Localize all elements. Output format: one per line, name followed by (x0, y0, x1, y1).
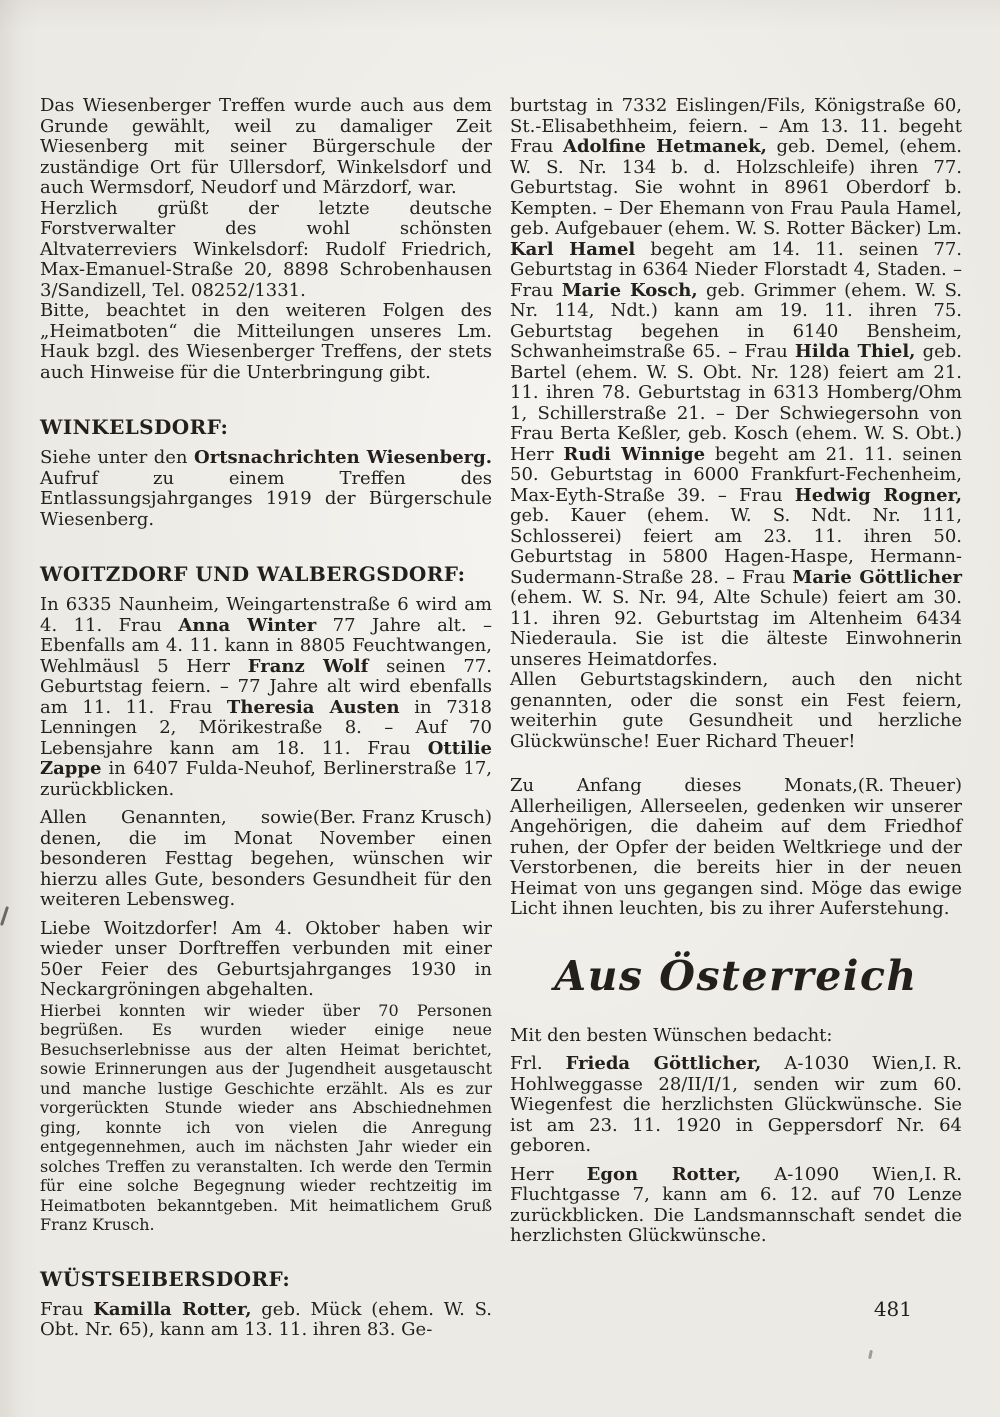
winkelsdorf-heading: WINKELSDORF: (40, 415, 229, 439)
text-run: geb. Kauer (ehem. W. S. Ndt. Nr. 111, Schlosserei) feiert am 23. 11. ihren 50. Geburtstag in 5800 Hagen-Haspe, Hermann-Sudermann-Straße 28. – Frau (510, 505, 962, 588)
text-run: A-1090 Wien, Fluchtgasse 7, kann am 6. 12. auf 70 Lenze zurückblicken. Die Landsmannschaft sendet die herzlichsten Glückwünsche. (510, 1163, 962, 1246)
text-run: Frau (40, 1298, 94, 1320)
text-run: Hierbei konnten wir wieder über 70 Personen begrüßen. Es wurden wieder einige neue Besuchserlebnisse aus der alten Heimat berichtet, sowie Erinnerungen aus der Jugendheit ausgetauscht und manche lustige Geschichte erzählt. Als es zur vorgerückten Stunde wieder ans Abschiednehmen ging, konnte ich von vielen die Anregung entgegennehmen, auch im nächsten Jahr wieder ein solches Treffen zu veranstalten. Ich werde den Termin für eine solche Begegnung wieder rechtzeitig im Heimatboten bekanntgeben. Mit heimatlichem Gruß Franz Krusch. (40, 1000, 492, 1234)
text-run: geb. Grimmer (ehem. W. S. Nr. 114, Ndt.) kann am 19. 11. ihren 75. Geburtstag begehen in 6140 Bensheim, Schwanheimstraße 65. – Frau (510, 279, 962, 362)
text-run: begeht am 21. 11. seinen 50. Geburtstag in 6000 Frankfurt-Fechenheim, Max-Eyth-Straße 39. – Frau (510, 443, 962, 506)
aus-oesterreich-heading: Aus Österreich (554, 951, 918, 1000)
paragraph (510, 1054, 962, 1157)
attribution: (R. Theuer) (857, 775, 962, 796)
text-run: in 7318 Lenningen 2, Mörikestraße 8. – Auf 70 Lebensjahre kann am 18. 11. Frau (40, 696, 493, 759)
emphasized-name: Frieda Göttlicher, (565, 1053, 762, 1074)
attribution: (Ber. Franz Krusch) (312, 807, 492, 828)
text-run: geb. Bartel (ehem. W. S. Obt. Nr. 128) feiert am 21. 11. ihren 78. Geburtstag in 6313 Homberg/Ohm 1, Schillerstraße 21. – Der Schwiegersohn von Frau Berta Keßler, geb. Kosch (ehem. W. S. Obt.) Herr (510, 341, 962, 465)
text-run: Frl. (510, 1053, 566, 1074)
section-winkelsdorf (40, 415, 492, 530)
text-run: (ehem. W. S. Nr. 94, Alte Schule) feiert am 30. 11. ihren 92. Geburtstag im Altenheim 6434 Niederaula. Sie ist die älteste Einwohnerin unseres Heimatdorfes. (510, 587, 962, 670)
emphasized-name: Theresia Austen (226, 696, 400, 718)
paragraph (40, 919, 492, 1001)
section-wiesenberg-treffen-intro (40, 96, 492, 383)
text-run: A-1030 Wien, Hohlweggasse 28/II/I/1, senden wir zum 60. Wiegenfest die herzlichsten Glückwünsche. Sie ist am 23. 11. 1920 in Geppersdorf Nr. 64 geboren. (510, 1053, 962, 1156)
text-run: 77 Jahre alt. – Ebenfalls am 4. 11. kann in 8805 Feuchtwangen, Wehlmäusl 5 Herr (40, 614, 492, 677)
emphasized-name: Ortsnachrichten Wiesenberg. (194, 447, 492, 468)
text-run: geb. Demel, (ehem. W. S. Nr. 134 b. d. Holzschleife) ihren 77. Geburtstag. Sie wohnt in 8961 Oberdorf b. Kempten. – Der Ehemann von Frau Paula Hamel, geb. Aufgebauer (ehem. W. S. Rotter Bäcker) Lm. (510, 136, 962, 239)
paragraph (40, 301, 492, 383)
woitzdorf-und-walbergsdorf-heading: WOITZDORF UND WALBERGSDORF: (40, 562, 466, 586)
paragraph (510, 1026, 962, 1047)
paragraph (40, 199, 492, 302)
paragraph (40, 808, 492, 911)
wuestseibersdorf-heading: WÜSTSEIBERSDORF: (40, 1266, 291, 1291)
paragraph (510, 96, 962, 670)
text-run: Siehe unter den (40, 447, 195, 468)
emphasized-name: Anna Winter (178, 614, 317, 636)
section-woitzdorf-und-walbergsdorf (40, 562, 492, 1235)
section-aus-oesterreich (510, 952, 962, 1247)
text-run: Das Wiesenberger Treffen wurde auch aus dem Grunde gewählt, weil zu damaliger Zeit Wiesenberg mit seiner Bürgerschule der zuständige Ort für Ullersdorf, Winkelsdorf und auch Wermsdorf, Neudorf und Märzdorf, war. (40, 95, 492, 198)
text-run: Allen Genannten, sowie denen, die im Monat November einen besonderen Festtag begehen, wünschen wir hierzu alles Gute, besonders Gesundheit für den weiteren Lebensweg. (40, 807, 492, 910)
text-run: In 6335 Naunheim, Weingartenstraße 6 wird am 4. 11. Frau (40, 594, 492, 636)
left-column (40, 96, 492, 1341)
page-number: 481 (873, 1297, 912, 1321)
emphasized-name: Marie Kosch, (561, 279, 698, 301)
text-run: begeht am 14. 11. seinen 77. Geburtstag in 6364 Nieder Florstadt 4, Staden. – Frau (510, 238, 962, 301)
paragraph (40, 595, 492, 800)
text-run: Liebe Woitzdorfer! Am 4. Oktober haben wir wieder unser Dorftreffen verbunden mit einer 50er Feier des Geburtsjahrganges 1930 in Neckargröningen abgehalten. (40, 917, 492, 1000)
text-run: Zu Anfang dieses Monats, Allerheiligen, Allerseelen, gedenken wir unserer Angehörigen, die daheim auf dem Friedhof ruhen, der Opfer der beiden Weltkriege und der Verstorbenen, die bereits hier in der neuen Heimat von uns gegangen sind. Möge das ewige Licht ihnen leuchten, bis zu ihrer Auferstehung. (510, 775, 962, 919)
paragraph (40, 448, 492, 530)
emphasized-name: Ottilie Zappe (40, 737, 492, 779)
attribution: I. R. (924, 1053, 962, 1074)
text-run: Mit den besten Wünschen bedacht: (510, 1024, 833, 1046)
text-run: seinen 77. Geburtstag feiern. – 77 Jahre alt wird ebenfalls am 11. 11. Frau (40, 655, 492, 718)
text-run: geb. Mück (ehem. W. S. Obt. Nr. 65), kann am 13. 11. ihren 83. Ge- (40, 1298, 492, 1340)
section-geburtstage-continuation (510, 96, 962, 920)
emphasized-name: Karl Hamel (510, 238, 636, 260)
text-run: burtstag in 7332 Eislingen/Fils, Königstraße 60, St.-Elisabethheim, feiern. – Am 13. 11. begeht Frau (510, 95, 962, 157)
emphasized-name: Egon Rotter, (586, 1163, 742, 1185)
text-run: in 6407 Fulda-Neuhof, Berlinerstraße 17, zurückblicken. (40, 758, 492, 800)
paragraph (40, 1300, 492, 1341)
paragraph (510, 776, 962, 920)
paragraph (510, 670, 962, 752)
paragraph (40, 1001, 492, 1235)
emphasized-name: Adolfine Hetmanek, (562, 136, 767, 157)
emphasized-name: Rudi Winnige (563, 443, 706, 465)
text-run: Allen Geburtstagskindern, auch den nicht genannten, oder die sonst ein Fest feiern, weiterhin gute Gesundheit und herzliche Glückwünsche! Euer Richard Theuer! (510, 669, 962, 752)
emphasized-name: Kamilla Rotter, (93, 1298, 252, 1320)
emphasized-name: Franz Wolf (247, 655, 369, 677)
paragraph (40, 96, 492, 199)
emphasized-name: Hedwig Rogner, (794, 484, 962, 506)
text-run: Aufruf zu einem Treffen des Entlassungsjahrganges 1919 der Bürgerschule Wiesenberg. (40, 467, 492, 530)
section-wuestseibersdorf (40, 1267, 492, 1341)
text-run: Bitte, beachtet in den weiteren Folgen des „Heimatboten“ die Mitteilungen unseres Lm. Hauk bzgl. des Wiesenberger Treffens, der stets auch Hinweise für die Unterbringung gibt. (40, 300, 492, 383)
right-column (510, 96, 962, 1341)
paragraph (510, 1165, 962, 1247)
emphasized-name: Hilda Thiel, (794, 341, 916, 362)
emphasized-name: Marie Göttlicher (792, 566, 962, 588)
text-run: Herr (510, 1163, 587, 1185)
text-run: Herzlich grüßt der letzte deutsche Forstverwalter des wohl schönsten Altvaterreviers Winkelsdorf: Rudolf Friedrich, Max-Emanuel-Straße 20, 8898 Schrobenhausen 3/Sandizell, Tel. 08252/1331. (40, 197, 492, 301)
ink-speck (868, 1350, 873, 1359)
attribution: I. R. (924, 1163, 962, 1185)
